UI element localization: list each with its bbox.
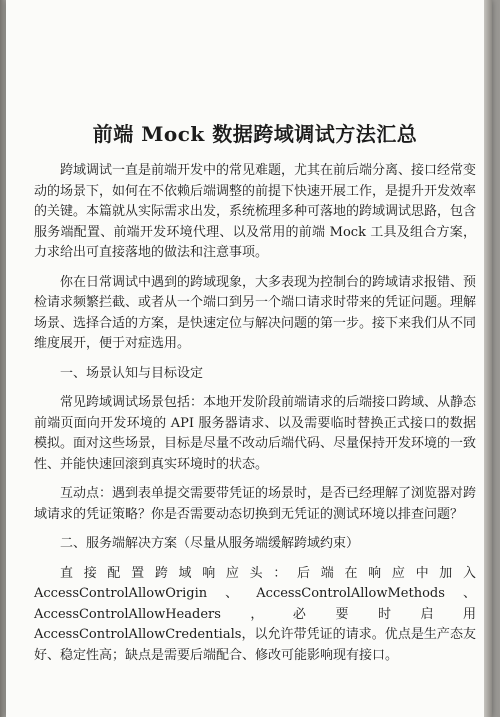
scenario-paragraph: 常见跨域调试场景包括：本地开发阶段前端请求的后端接口跨域、从静态前端页面向开发环境的 API 服务器请求、以及需要临时替换正式接口的数据模拟。面对这些场景，目标是尽量不改动后端代码、尽量保持开发环境的一致性、并能快速回滚到真实环境时的状态。 — [34, 395, 477, 472]
page-curl-shadow — [484, 0, 492, 717]
intro-paragraph: 跨域调试一直是前端开发中的常见难题，尤其在前后端分离、接口经常变动的场景下，如何在不依赖后端调整的前提下快速开展工作，是提升开发效率的关键。本篇就从实际需求出发，系统梳理多种可落地的跨域调试思路，包含服务端配置、前端开发环境代理、以及常用的前端 Mock 工具及组合方案，力求给出可直接落地的做法和注意事项。 — [34, 163, 477, 260]
document-title: 前端 Mock 数据跨域调试方法汇总 — [92, 122, 418, 146]
server-config-paragraph: 直接配置跨域响应头：后端在响应中加入 AccessControlAllowOrigin、AccessControlAllowMethods、AccessControlAllowHeaders，必要时启用 AccessControlAllowCredentials，以允许带凭证的请求。优点是生产态友好、稳定性高；缺点是需要后端配合、修改可能影响现有接口。 — [34, 565, 476, 663]
document-page — [6, 0, 492, 717]
context-paragraph: 你在日常调试中遇到的跨域现象，大多表现为控制台的跨域请求报错、预检请求频繁拦截、或者从一个端口到另一个端口请求时带来的凭证问题。理解场景、选择合适的方案，是快速定位与解决问题的第一步。接下来我们从不同维度展开，便于对症选用。 — [34, 274, 477, 351]
document-body — [34, 118, 476, 675]
section-heading-1: 一、场景认知与目标设定 — [60, 365, 204, 381]
section-heading-2: 二、服务端解决方案（尽量从服务端缓解跨域约束） — [60, 536, 360, 551]
interaction-paragraph: 互动点：遇到表单提交需要带凭证的场景时，是否已经理解了浏览器对跨域请求的凭证策略？你是否需要动态切换到无凭证的测试环境以排查问题？ — [34, 486, 477, 522]
